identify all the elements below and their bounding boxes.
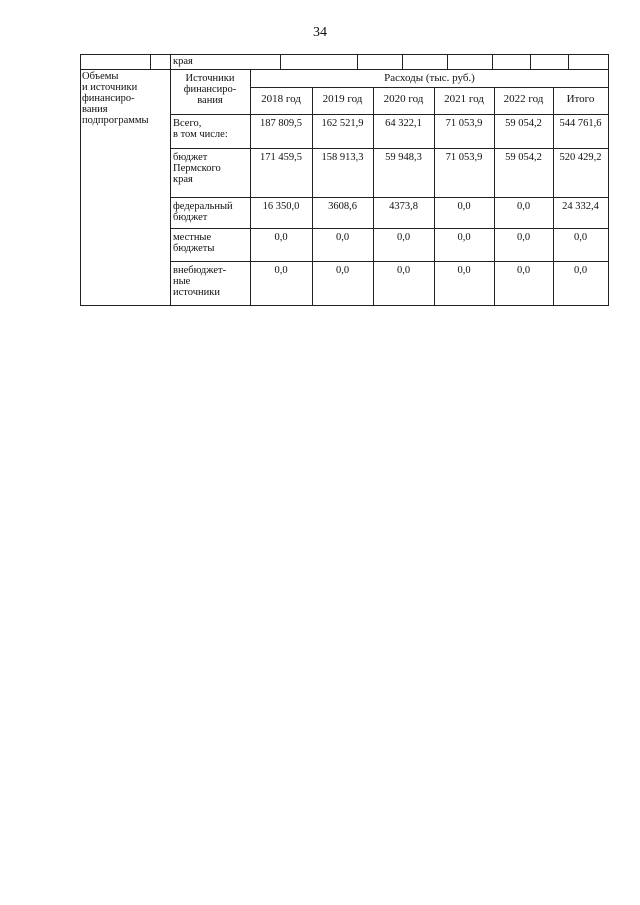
table-cell: 0,0 xyxy=(396,265,411,276)
table-border-right xyxy=(608,54,609,306)
row-label-extrabudgetary: внебюджет- ные источники xyxy=(173,265,227,298)
table-cell: 0,0 xyxy=(457,232,471,243)
top-row-label: края xyxy=(173,56,193,67)
table-cell: 0,0 xyxy=(335,232,350,243)
expenses-header: Расходы (тыс. руб.) xyxy=(384,72,475,84)
section-label: Объемы и источники финансиро- вания подпрограммы xyxy=(82,71,149,126)
page-number: 34 xyxy=(313,25,327,40)
table-cell: 24 332,4 xyxy=(562,201,599,212)
table-cell: 520 429,2 xyxy=(559,152,602,163)
table-cell: 0,0 xyxy=(335,265,350,276)
year-header: 2018 год xyxy=(261,93,301,105)
table-cell: 0,0 xyxy=(457,265,471,276)
table-cell: 0,0 xyxy=(516,232,531,243)
table-cell: 187 809,5 xyxy=(260,118,302,129)
table-border-bottom xyxy=(80,305,609,306)
row-label-local-budgets: местные бюджеты xyxy=(173,232,215,254)
column-divider xyxy=(492,54,493,69)
table-cell: 59 948,3 xyxy=(385,152,422,163)
year-header: 2020 год xyxy=(383,93,424,105)
table-cell: 71 053,9 xyxy=(445,118,483,129)
table-cell: 0,0 xyxy=(457,201,471,212)
year-header: 2021 год xyxy=(444,93,484,105)
year-header: 2019 год xyxy=(322,93,363,105)
column-divider xyxy=(280,54,281,69)
total-header: Итого xyxy=(566,93,595,105)
sources-header: Источники финансиро- вания xyxy=(183,73,237,106)
column-divider xyxy=(357,54,358,69)
row-label-federal-budget: федеральный бюджет xyxy=(173,201,233,223)
column-divider xyxy=(568,54,569,69)
year-header: 2022 год xyxy=(503,93,544,105)
table-cell: 64 322,1 xyxy=(385,118,422,129)
table-cell: 544 761,6 xyxy=(559,118,602,129)
row-label-total: Всего, в том числе: xyxy=(173,118,228,140)
column-divider xyxy=(402,54,403,69)
table-cell: 171 459,5 xyxy=(260,152,302,163)
table-cell: 3608,6 xyxy=(328,201,357,212)
table-cell: 71 053,9 xyxy=(445,152,483,163)
table-cell: 0,0 xyxy=(573,232,588,243)
table-cell: 4373,8 xyxy=(389,201,418,212)
table-cell: 0,0 xyxy=(396,232,411,243)
table-cell: 16 350,0 xyxy=(262,201,300,212)
table-cell: 0,0 xyxy=(516,201,531,212)
financing-table xyxy=(80,54,609,306)
table-cell: 162 521,9 xyxy=(321,118,364,129)
table-cell: 0,0 xyxy=(516,265,531,276)
row-divider xyxy=(250,87,609,88)
column-divider xyxy=(447,54,448,69)
table-cell: 59 054,2 xyxy=(505,118,542,129)
column-divider xyxy=(150,54,151,69)
table-cell: 0,0 xyxy=(573,265,588,276)
row-divider xyxy=(80,69,609,70)
table-cell: 59 054,2 xyxy=(505,152,542,163)
table-cell: 0,0 xyxy=(274,232,288,243)
row-label-regional-budget: бюджет Пермского края xyxy=(173,152,221,185)
table-cell: 0,0 xyxy=(274,265,288,276)
column-divider xyxy=(530,54,531,69)
table-cell: 158 913,3 xyxy=(321,152,364,163)
